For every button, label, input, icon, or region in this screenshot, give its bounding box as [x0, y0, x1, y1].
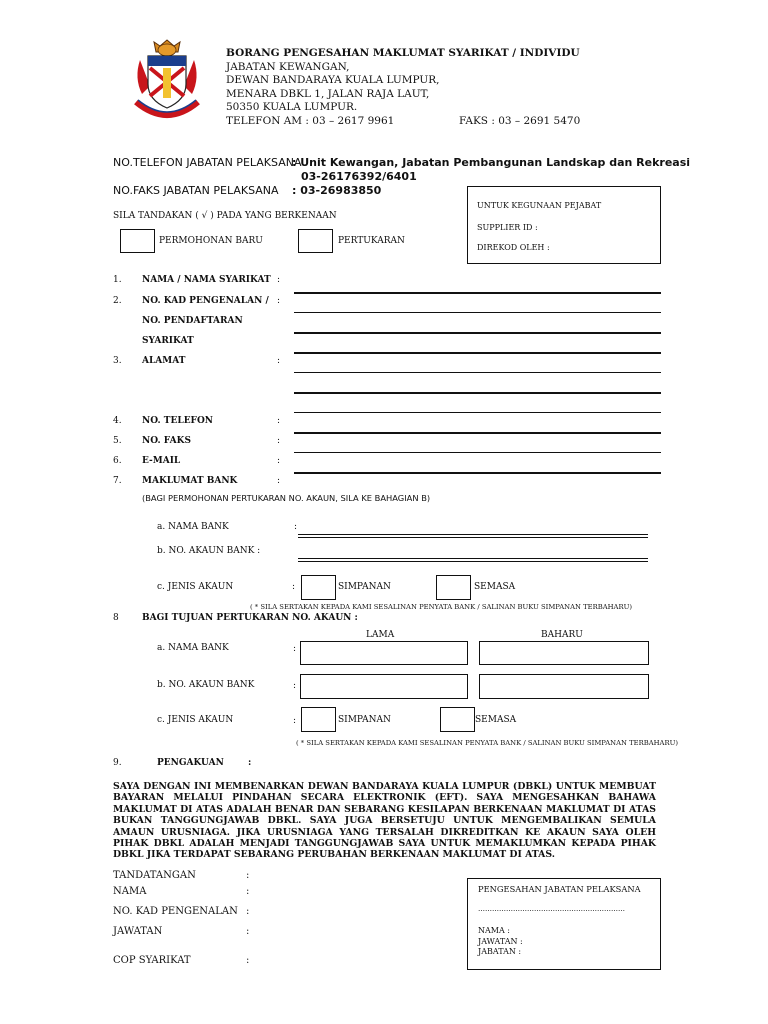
bank-footnote: ( * SILA SERTAKAN KEPADA KAMI SESALINAN PENYATA BANK / SALINAN BUKU SIMPANAN TERBAHARU) — [250, 603, 632, 611]
section-number: 8 — [113, 613, 119, 623]
colon: : — [246, 955, 250, 966]
dbkl-crest-logo — [130, 38, 204, 126]
old-column-header: LAMA — [366, 630, 395, 640]
account-number-input-line[interactable] — [298, 558, 648, 559]
change-bank-name-label: a. NAMA BANK — [157, 643, 229, 653]
new-application-label: PERMOHONAN BARU — [159, 236, 263, 246]
address-line: JABATAN KEWANGAN, — [226, 61, 350, 73]
verifier-position-label: JAWATAN : — [478, 937, 523, 946]
colon: : — [248, 758, 252, 768]
change-savings-checkbox[interactable] — [301, 707, 336, 732]
verification-title: PENGESAHAN JABATAN PELAKSANA — [478, 884, 641, 894]
field-label-bank: MAKLUMAT BANK — [142, 476, 238, 486]
registration-input-line[interactable] — [294, 332, 661, 334]
name-input-line[interactable] — [294, 292, 661, 294]
colon: : — [277, 436, 281, 446]
office-use-box — [467, 186, 661, 264]
colon: : — [246, 886, 250, 897]
field-label-fax: NO. FAKS — [142, 436, 191, 446]
signatory-position-label: JAWATAN — [113, 926, 163, 937]
current-checkbox[interactable] — [436, 575, 471, 600]
supplier-id-label: SUPPLIER ID : — [477, 223, 538, 232]
signatory-ic-label: NO. KAD PENGENALAN — [113, 906, 238, 917]
new-account-input[interactable] — [479, 674, 649, 699]
address-line: MENARA DBKL 1, JALAN RAJA LAUT, — [226, 88, 430, 100]
field-number: 6. — [113, 456, 122, 466]
phone-general: TELEFON AM : 03 – 2617 9961 — [226, 115, 395, 127]
new-column-header: BAHARU — [541, 630, 583, 640]
ic-input-line[interactable] — [294, 312, 661, 313]
fax-input-line[interactable] — [294, 432, 661, 434]
current-label: SEMASA — [474, 582, 516, 592]
dept-phone-label: NO.TELEFON JABATAN PELAKSANA — [113, 156, 302, 169]
colon: : — [246, 926, 250, 937]
colon: : — [292, 582, 296, 592]
field-label-ic: NO. KAD PENGENALAN / — [142, 296, 269, 306]
colon: : — [277, 456, 281, 466]
declaration-title: PENGAKUAN — [157, 758, 224, 768]
bank-name-input-line-2 — [298, 537, 648, 538]
company-stamp-label: COP SYARIKAT — [113, 955, 191, 966]
form-title: BORANG PENGESAHAN MAKLUMAT SYARIKAT / INDIVIDU — [226, 47, 580, 59]
colon: : — [277, 356, 281, 366]
address-line: 50350 KUALA LUMPUR. — [226, 101, 358, 113]
old-account-input[interactable] — [300, 674, 468, 699]
colon: : — [246, 906, 250, 917]
office-use-title: UNTUK KEGUNAAN PEJABAT — [477, 201, 602, 210]
account-number-input-line-2 — [298, 561, 648, 562]
coded-by-label: DIREKOD OLEH : — [477, 243, 550, 252]
section-number: 9. — [113, 758, 122, 768]
change-application-label: PERTUKARAN — [338, 236, 405, 246]
colon: : — [277, 476, 281, 486]
field-number: 1. — [113, 275, 122, 285]
change-application-checkbox[interactable] — [298, 229, 333, 253]
colon: : — [293, 644, 297, 654]
bank-name-input-line[interactable] — [298, 534, 648, 535]
fax-general: FAKS : 03 – 2691 5470 — [459, 115, 581, 127]
colon: : — [246, 870, 250, 881]
colon: : — [277, 416, 281, 426]
colon: : — [277, 296, 281, 306]
email-input-line-2[interactable] — [294, 472, 661, 474]
field-label-registration: NO. PENDAFTARAN — [142, 316, 243, 326]
field-label-company: SYARIKAT — [142, 336, 194, 346]
change-account-label: b. NO. AKAUN BANK — [157, 680, 255, 690]
verifier-name-label: NAMA : — [478, 926, 510, 935]
colon: : — [293, 716, 297, 726]
email-input-line[interactable] — [294, 452, 661, 453]
signatory-name-label: NAMA — [113, 886, 147, 897]
colon: : — [294, 522, 298, 532]
signature-dots[interactable]: ……………………………………………………… — [478, 905, 625, 913]
dept-fax-label: NO.FAKS JABATAN PELAKSANA — [113, 184, 279, 197]
department-verification-box — [467, 878, 661, 970]
colon: : — [277, 275, 281, 285]
account-number-label: b. NO. AKAUN BANK : — [157, 546, 261, 556]
colon: : — [293, 681, 297, 691]
old-bank-name-input[interactable] — [300, 641, 468, 665]
change-account-type-label: c. JENIS AKAUN — [157, 715, 234, 725]
address-input-line-3[interactable] — [294, 392, 661, 394]
field-label-address: ALAMAT — [142, 356, 186, 366]
bank-note: (BAGI PERMOHONAN PERTUKARAN NO. AKAUN, SILA KE BAHAGIAN B) — [142, 493, 431, 503]
field-label-name: NAMA / NAMA SYARIKAT — [142, 275, 271, 285]
dept-fax-value: : 03-26983850 — [292, 184, 382, 197]
field-number: 2. — [113, 296, 122, 306]
change-footnote: ( * SILA SERTAKAN KEPADA KAMI SESALINAN PENYATA BANK / SALINAN BUKU SIMPANAN TERBAHARU) — [296, 739, 678, 747]
tick-instruction: SILA TANDAKAN ( √ ) PADA YANG BERKENAAN — [113, 211, 337, 221]
dept-phone-value: : Unit Kewangan, Jabatan Pembangunan Landskap dan Rekreasi — [292, 156, 691, 169]
change-section-title: BAGI TUJUAN PERTUKARAN NO. AKAUN : — [142, 613, 358, 623]
address-line: DEWAN BANDARAYA KUALA LUMPUR, — [226, 74, 440, 86]
phone-input-line[interactable] — [294, 412, 661, 413]
account-type-label: c. JENIS AKAUN — [157, 582, 234, 592]
verifier-department-label: JABATAN : — [478, 947, 522, 956]
field-label-phone: NO. TELEFON — [142, 416, 214, 426]
field-number: 5. — [113, 436, 122, 446]
change-savings-label: SIMPANAN — [338, 715, 391, 725]
dept-phone-number: 03-26176392/6401 — [301, 170, 417, 183]
new-application-checkbox[interactable] — [120, 229, 155, 253]
savings-checkbox[interactable] — [301, 575, 336, 600]
field-number: 7. — [113, 476, 122, 486]
field-number: 4. — [113, 416, 122, 426]
change-current-label: SEMASA — [475, 715, 517, 725]
field-number: 3. — [113, 356, 122, 366]
field-label-email: E-MAIL — [142, 456, 181, 466]
address-input-line-1[interactable] — [294, 352, 661, 354]
bank-name-label: a. NAMA BANK — [157, 522, 229, 532]
address-input-line-2[interactable] — [294, 372, 661, 373]
signature-label: TANDATANGAN — [113, 870, 196, 881]
new-bank-name-input[interactable] — [479, 641, 649, 665]
change-current-checkbox[interactable] — [440, 707, 475, 732]
declaration-text: SAYA DENGAN INI MEMBENARKAN DEWAN BANDARAYA KUALA LUMPUR (DBKL) UNTUK MEMBUAT BAYARAN MELALUI PINDAHAN SECARA ELEKTRONIK (EFT). SAYA MENGESAHKAN BAHAWA MAKLUMAT DI ATAS ADALAH BENAR DAN SEBARANG KESILAPAN BERKENAAN MAKLUMAT DI ATAS BUKAN TANGGUNGJAWAB DBKL. SAYA JUGA BERSETUJU UNTUK MENGEMBALIKAN SEMULA AMAUN URUSNIAGA. JIKA URUSNIAGA YANG TERSALAH DIKREDITKAN KE AKAUN SAYA OLEH PIHAK DBKL ADALAH MENJADI TANGGUNGJAWAB SAYA UNTUK MEMAKLUMKAN KEPADA PIHAK DBKL JIKA TERDAPAT SEBARANG PERUBAHAN BERKENAAN MAKLUMAT DI ATAS. — [113, 781, 656, 861]
savings-label: SIMPANAN — [338, 582, 391, 592]
